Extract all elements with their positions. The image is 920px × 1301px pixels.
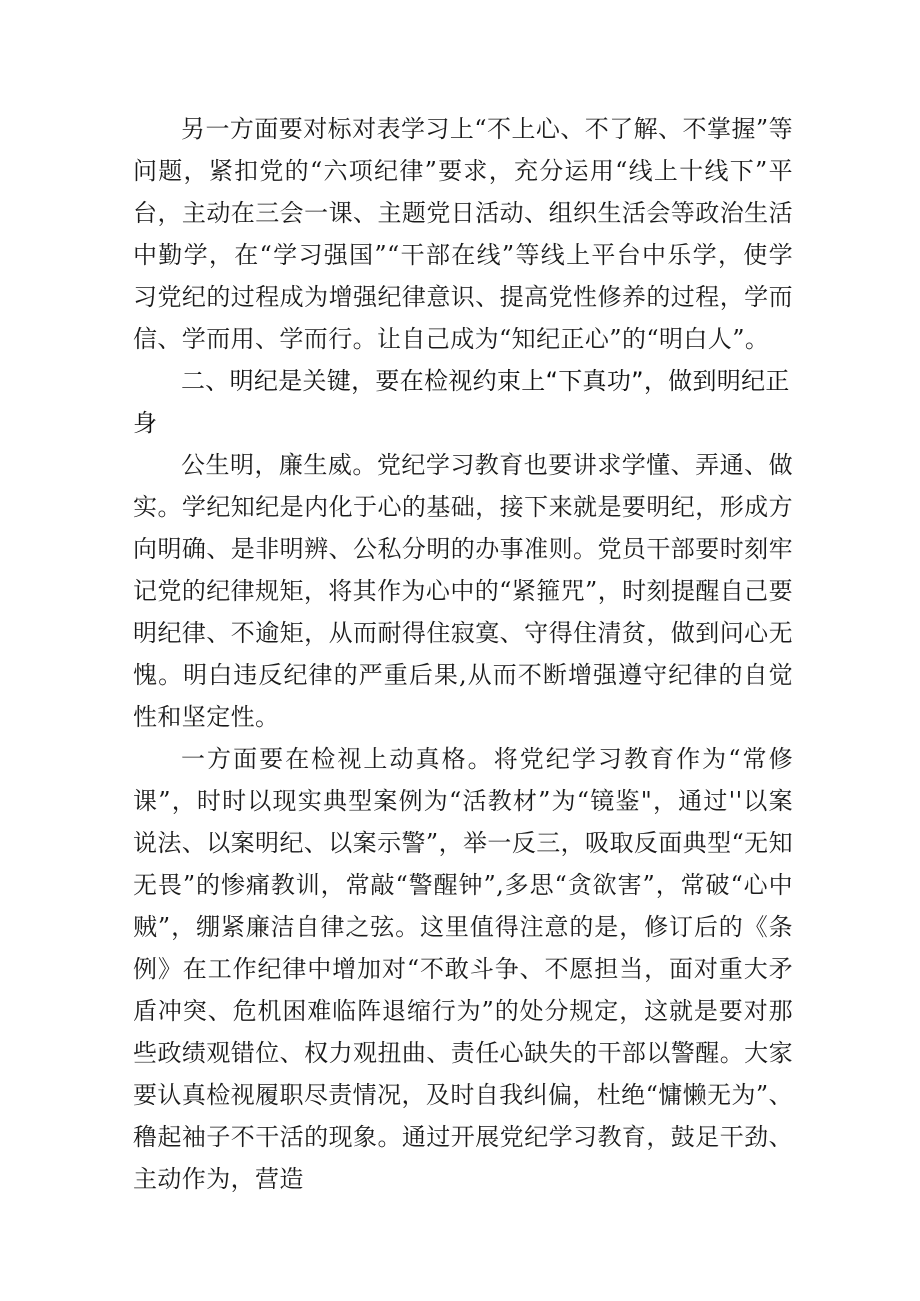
paragraph-study-discipline: 另一方面要对标对表学习上“不上心、不了解、不掌握”等问题，紧扣党的“六项纪律”要求，充分运用“线上十线下”平台，主动在三会一课、主题党日活动、组织生活会等政治生活中勤学，在“学习强国”“干部在线”等线上平台中乐学，使学习党纪的过程成为增强纪律意识、提高党性修养的过程，学而信、学而用、学而行。让自己成为“知纪正心”的“明白人”。: [133, 115, 793, 353]
section-heading-2: 二、明纪是关键，要在检视约束上“下真功”，做到明纪正身: [133, 367, 790, 437]
paragraph-self-inspection: 一方面要在检视上动真格。将党纪学习教育作为“常修课”，时时以现实典型案例为“活教材”为“镜鉴"，通过''以案说法、以案明纪、以案示警”，举一反三，吸取反面典型“无知无畏”的惨痛教训，常敲“警醒钟”,多思“贪欲害”，常破“心中贼”，绷紧廉洁自律之弦。这里值得注意的是，修订后的《条例》在工作纪律中增加对“不敢斗争、不愿担当，面对重大矛盾冲突、危机困难临阵退缩行为”的处分规定，这就是要对那些政绩观错位、权力观扭曲、责任心缺失的干部以警醒。大家要认真检视履职尽责情况，及时自我纠偏，杜绝“慵懒无为”、穞起袖子不干活的现象。通过开展党纪学习教育，鼓足干劲、主动作为，营造: [133, 745, 793, 1193]
document-body: [133, 108, 793, 1200]
paragraph-understand-discipline: 公生明，廉生威。党纪学习教育也要讲求学懂、弄通、做实。学纪知纪是内化于心的基础，接下来就是要明纪，形成方向明确、是非明辨、公私分明的办事准则。党员干部要时刻牢记党的纪律规矩，将其作为心中的“紧箍咒”，时刻提醒自己要明纪律、不逾矩，从而耐得住寂寞、守得住清贫，做到问心无愧。明白违反纪律的严重后果,从而不断增强遵守纪律的自觉性和坚定性。: [133, 451, 793, 731]
